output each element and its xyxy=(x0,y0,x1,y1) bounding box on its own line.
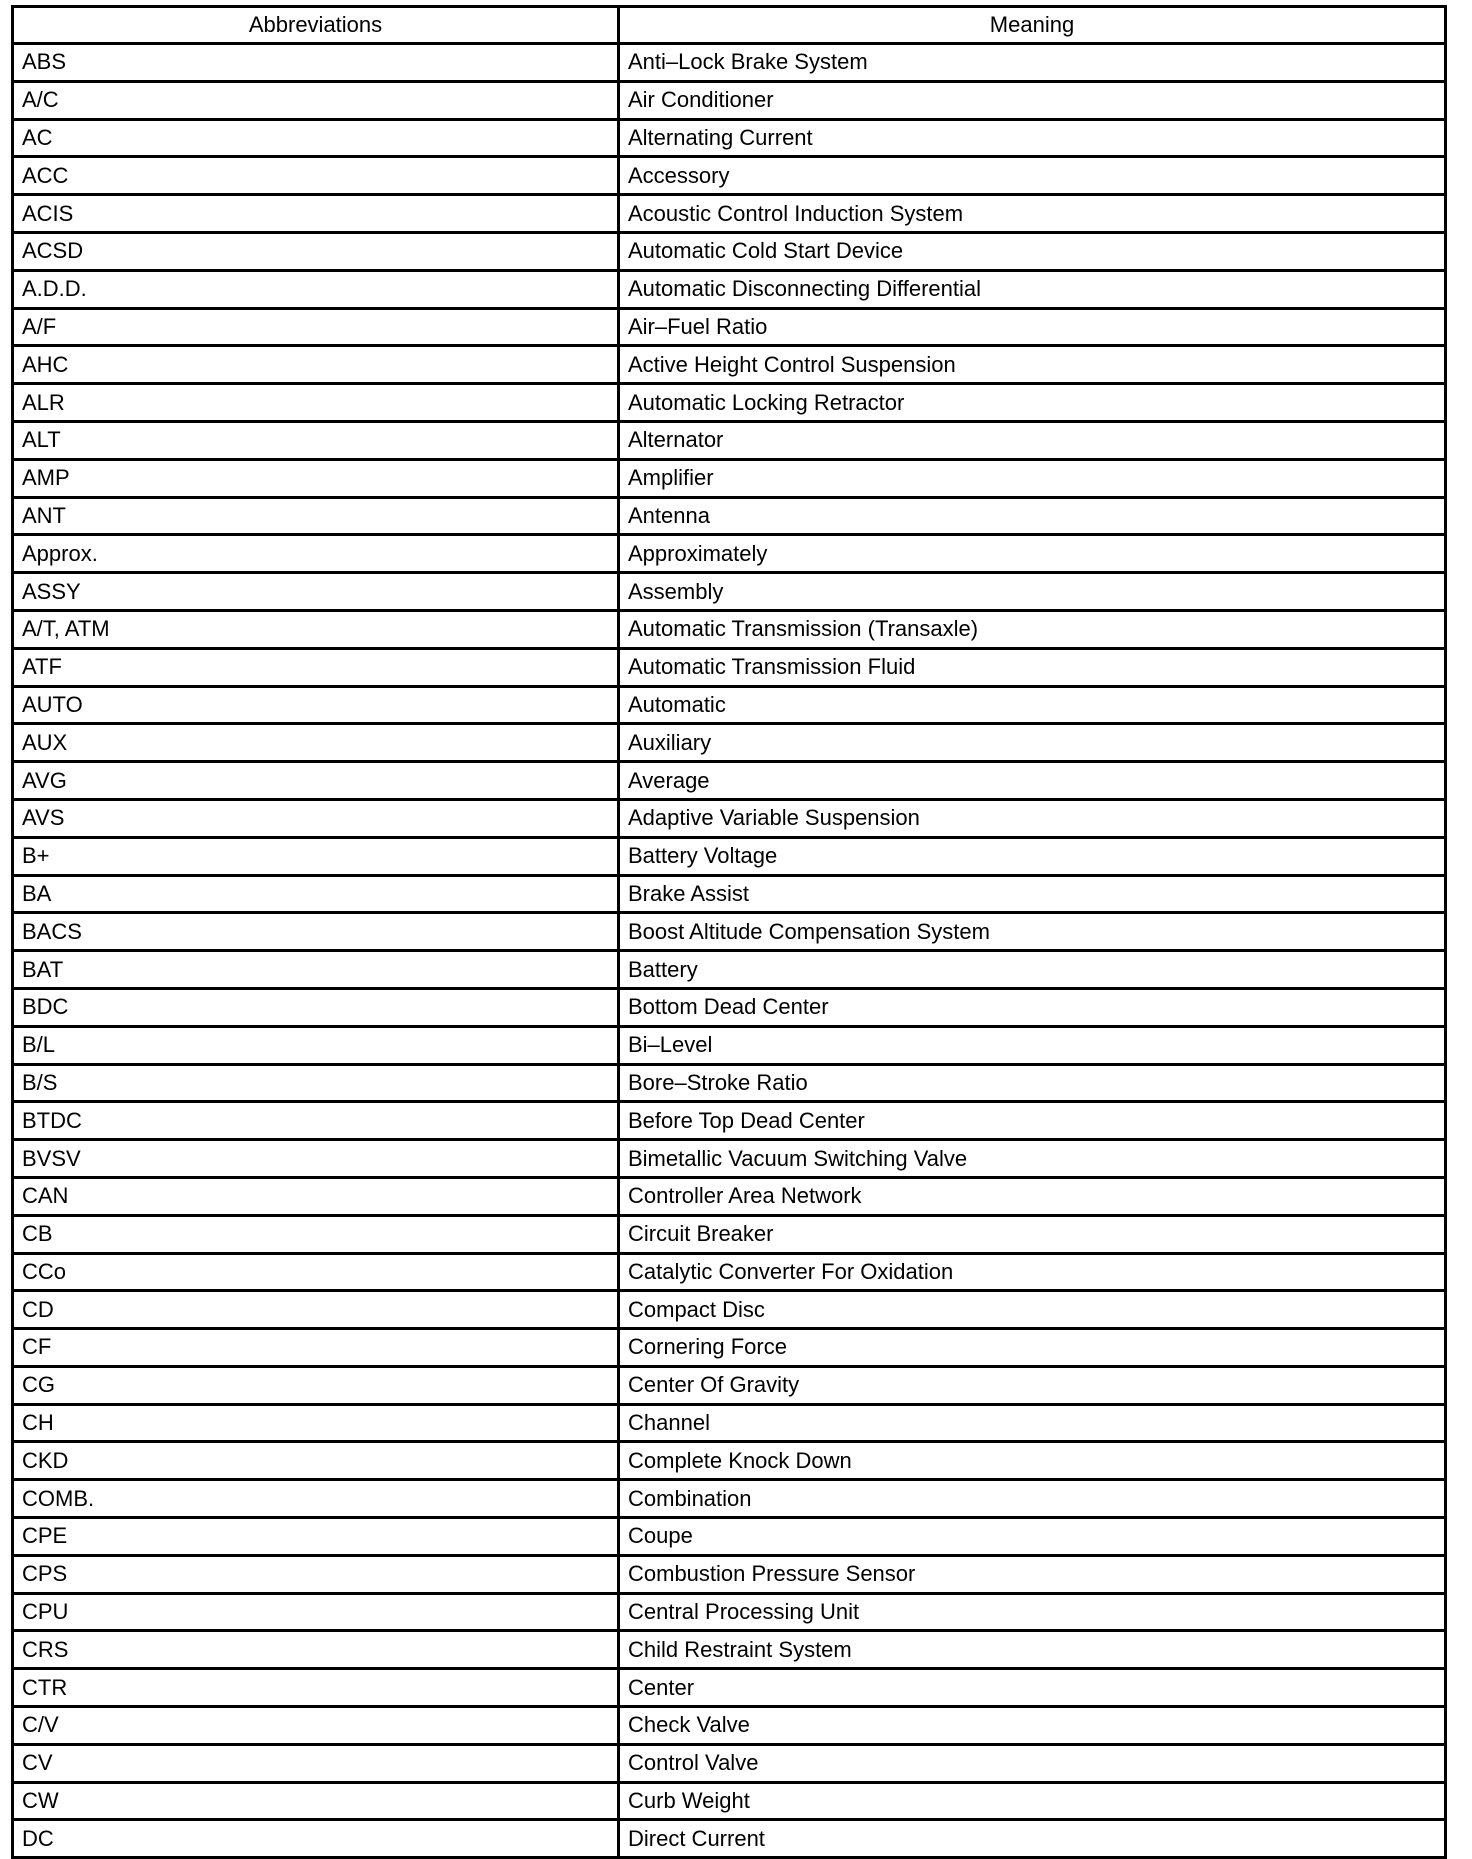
meaning-cell: Amplifier xyxy=(619,459,1446,497)
table-row xyxy=(13,913,1446,951)
table-row xyxy=(13,1480,1446,1518)
meaning-cell: Brake Assist xyxy=(619,875,1446,913)
meaning-cell: Antenna xyxy=(619,497,1446,535)
meaning-cell: Automatic Transmission Fluid xyxy=(619,648,1446,686)
abbreviation-cell: DC xyxy=(13,1820,619,1858)
meaning-cell: Combustion Pressure Sensor xyxy=(619,1555,1446,1593)
abbreviation-cell: BA xyxy=(13,875,619,913)
table-row xyxy=(13,119,1446,157)
meaning-cell: Anti–Lock Brake System xyxy=(619,44,1446,82)
table-row xyxy=(13,1782,1446,1820)
abbreviation-cell: CPS xyxy=(13,1555,619,1593)
table-row xyxy=(13,1631,1446,1669)
abbreviation-cell: COMB. xyxy=(13,1480,619,1518)
meaning-cell: Approximately xyxy=(619,535,1446,573)
abbreviation-cell: CPU xyxy=(13,1593,619,1631)
abbreviation-cell: A/C xyxy=(13,81,619,119)
meaning-cell: Cornering Force xyxy=(619,1329,1446,1367)
meaning-cell: Before Top Dead Center xyxy=(619,1102,1446,1140)
meaning-cell: Automatic Disconnecting Differential xyxy=(619,270,1446,308)
table-row xyxy=(13,308,1446,346)
meaning-cell: Battery Voltage xyxy=(619,837,1446,875)
abbreviation-cell: ACC xyxy=(13,157,619,195)
table-row xyxy=(13,1140,1446,1178)
table-header-row xyxy=(13,7,1446,44)
meaning-cell: Automatic Transmission (Transaxle) xyxy=(619,610,1446,648)
table-row xyxy=(13,1707,1446,1745)
abbreviation-cell: A.D.D. xyxy=(13,270,619,308)
abbreviation-cell: AMP xyxy=(13,459,619,497)
abbreviation-cell: ALT xyxy=(13,421,619,459)
abbreviation-cell: BACS xyxy=(13,913,619,951)
meaning-cell: Check Valve xyxy=(619,1707,1446,1745)
meaning-cell: Central Processing Unit xyxy=(619,1593,1446,1631)
table-row xyxy=(13,1253,1446,1291)
table-row xyxy=(13,1026,1446,1064)
meaning-cell: Catalytic Converter For Oxidation xyxy=(619,1253,1446,1291)
table-row xyxy=(13,384,1446,422)
abbreviation-cell: CG xyxy=(13,1366,619,1404)
meaning-cell: Bore–Stroke Ratio xyxy=(619,1064,1446,1102)
meaning-cell: Channel xyxy=(619,1404,1446,1442)
abbreviation-cell: CKD xyxy=(13,1442,619,1480)
abbreviation-cell: AC xyxy=(13,119,619,157)
abbreviation-cell: A/T, ATM xyxy=(13,610,619,648)
meaning-cell: Alternating Current xyxy=(619,119,1446,157)
table-row xyxy=(13,686,1446,724)
meaning-cell: Center Of Gravity xyxy=(619,1366,1446,1404)
abbreviation-cell: CF xyxy=(13,1329,619,1367)
meaning-cell: Child Restraint System xyxy=(619,1631,1446,1669)
abbreviation-cell: BTDC xyxy=(13,1102,619,1140)
abbreviation-cell: CPE xyxy=(13,1518,619,1556)
meaning-cell: Circuit Breaker xyxy=(619,1215,1446,1253)
abbreviation-cell: B+ xyxy=(13,837,619,875)
table-row xyxy=(13,799,1446,837)
table-row xyxy=(13,988,1446,1026)
abbreviation-cell: BVSV xyxy=(13,1140,619,1178)
table-row xyxy=(13,459,1446,497)
abbreviation-cell: ANT xyxy=(13,497,619,535)
meaning-cell: Battery xyxy=(619,951,1446,989)
table-row xyxy=(13,346,1446,384)
abbreviation-cell: AVG xyxy=(13,762,619,800)
meaning-cell: Accessory xyxy=(619,157,1446,195)
table-row xyxy=(13,573,1446,611)
abbreviations-table xyxy=(11,5,1447,1859)
table-row xyxy=(13,648,1446,686)
table-body xyxy=(13,44,1446,1858)
abbreviation-cell: CH xyxy=(13,1404,619,1442)
abbreviation-cell: CRS xyxy=(13,1631,619,1669)
table-row xyxy=(13,1404,1446,1442)
table-row xyxy=(13,1442,1446,1480)
abbreviation-cell: AUX xyxy=(13,724,619,762)
meaning-cell: Center xyxy=(619,1669,1446,1707)
table-row xyxy=(13,195,1446,233)
abbreviation-cell: ACSD xyxy=(13,232,619,270)
abbreviation-cell: CAN xyxy=(13,1177,619,1215)
meaning-cell: Air–Fuel Ratio xyxy=(619,308,1446,346)
abbreviation-cell: BDC xyxy=(13,988,619,1026)
table-row xyxy=(13,1366,1446,1404)
meaning-cell: Combination xyxy=(619,1480,1446,1518)
meaning-cell: Alternator xyxy=(619,421,1446,459)
table-row xyxy=(13,535,1446,573)
abbreviation-cell: CTR xyxy=(13,1669,619,1707)
table-row xyxy=(13,1329,1446,1367)
abbreviation-cell: ATF xyxy=(13,648,619,686)
table-row xyxy=(13,1744,1446,1782)
abbreviation-cell: BAT xyxy=(13,951,619,989)
abbreviation-cell: B/L xyxy=(13,1026,619,1064)
meaning-cell: Acoustic Control Induction System xyxy=(619,195,1446,233)
abbreviation-cell: C/V xyxy=(13,1707,619,1745)
abbreviation-cell: CCo xyxy=(13,1253,619,1291)
abbreviation-cell: ASSY xyxy=(13,573,619,611)
meaning-cell: Complete Knock Down xyxy=(619,1442,1446,1480)
table-row xyxy=(13,44,1446,82)
meaning-cell: Boost Altitude Compensation System xyxy=(619,913,1446,951)
meaning-cell: Control Valve xyxy=(619,1744,1446,1782)
meaning-cell: Compact Disc xyxy=(619,1291,1446,1329)
table-row xyxy=(13,1177,1446,1215)
abbreviation-cell: CB xyxy=(13,1215,619,1253)
table-row xyxy=(13,1102,1446,1140)
meaning-cell: Assembly xyxy=(619,573,1446,611)
table-row xyxy=(13,81,1446,119)
table-row xyxy=(13,837,1446,875)
table-row xyxy=(13,1593,1446,1631)
table-row xyxy=(13,1820,1446,1858)
meaning-cell: Direct Current xyxy=(619,1820,1446,1858)
meaning-cell: Automatic Locking Retractor xyxy=(619,384,1446,422)
table-row xyxy=(13,1064,1446,1102)
column-header-abbreviations: Abbreviations xyxy=(13,7,619,44)
table-row xyxy=(13,421,1446,459)
meaning-cell: Bimetallic Vacuum Switching Valve xyxy=(619,1140,1446,1178)
table-row xyxy=(13,951,1446,989)
meaning-cell: Adaptive Variable Suspension xyxy=(619,799,1446,837)
meaning-cell: Bottom Dead Center xyxy=(619,988,1446,1026)
table-row xyxy=(13,1555,1446,1593)
table-row xyxy=(13,1291,1446,1329)
abbreviation-cell: ACIS xyxy=(13,195,619,233)
table-row xyxy=(13,724,1446,762)
column-header-meaning: Meaning xyxy=(619,7,1446,44)
meaning-cell: Active Height Control Suspension xyxy=(619,346,1446,384)
table-row xyxy=(13,1215,1446,1253)
abbreviation-cell: CV xyxy=(13,1744,619,1782)
table-row xyxy=(13,875,1446,913)
abbreviation-cell: CD xyxy=(13,1291,619,1329)
table-row xyxy=(13,762,1446,800)
abbreviation-cell: Approx. xyxy=(13,535,619,573)
table-row xyxy=(13,1518,1446,1556)
meaning-cell: Bi–Level xyxy=(619,1026,1446,1064)
meaning-cell: Controller Area Network xyxy=(619,1177,1446,1215)
abbreviation-cell: AUTO xyxy=(13,686,619,724)
table-row xyxy=(13,157,1446,195)
abbreviation-cell: CW xyxy=(13,1782,619,1820)
meaning-cell: Curb Weight xyxy=(619,1782,1446,1820)
abbreviation-cell: AHC xyxy=(13,346,619,384)
meaning-cell: Average xyxy=(619,762,1446,800)
table-row xyxy=(13,270,1446,308)
table-row xyxy=(13,610,1446,648)
abbreviation-cell: ALR xyxy=(13,384,619,422)
table-row xyxy=(13,497,1446,535)
meaning-cell: Automatic Cold Start Device xyxy=(619,232,1446,270)
meaning-cell: Coupe xyxy=(619,1518,1446,1556)
abbreviation-cell: AVS xyxy=(13,799,619,837)
meaning-cell: Auxiliary xyxy=(619,724,1446,762)
meaning-cell: Air Conditioner xyxy=(619,81,1446,119)
table-row xyxy=(13,232,1446,270)
abbreviation-cell: ABS xyxy=(13,44,619,82)
table-row xyxy=(13,1669,1446,1707)
meaning-cell: Automatic xyxy=(619,686,1446,724)
abbreviation-cell: A/F xyxy=(13,308,619,346)
abbreviation-cell: B/S xyxy=(13,1064,619,1102)
